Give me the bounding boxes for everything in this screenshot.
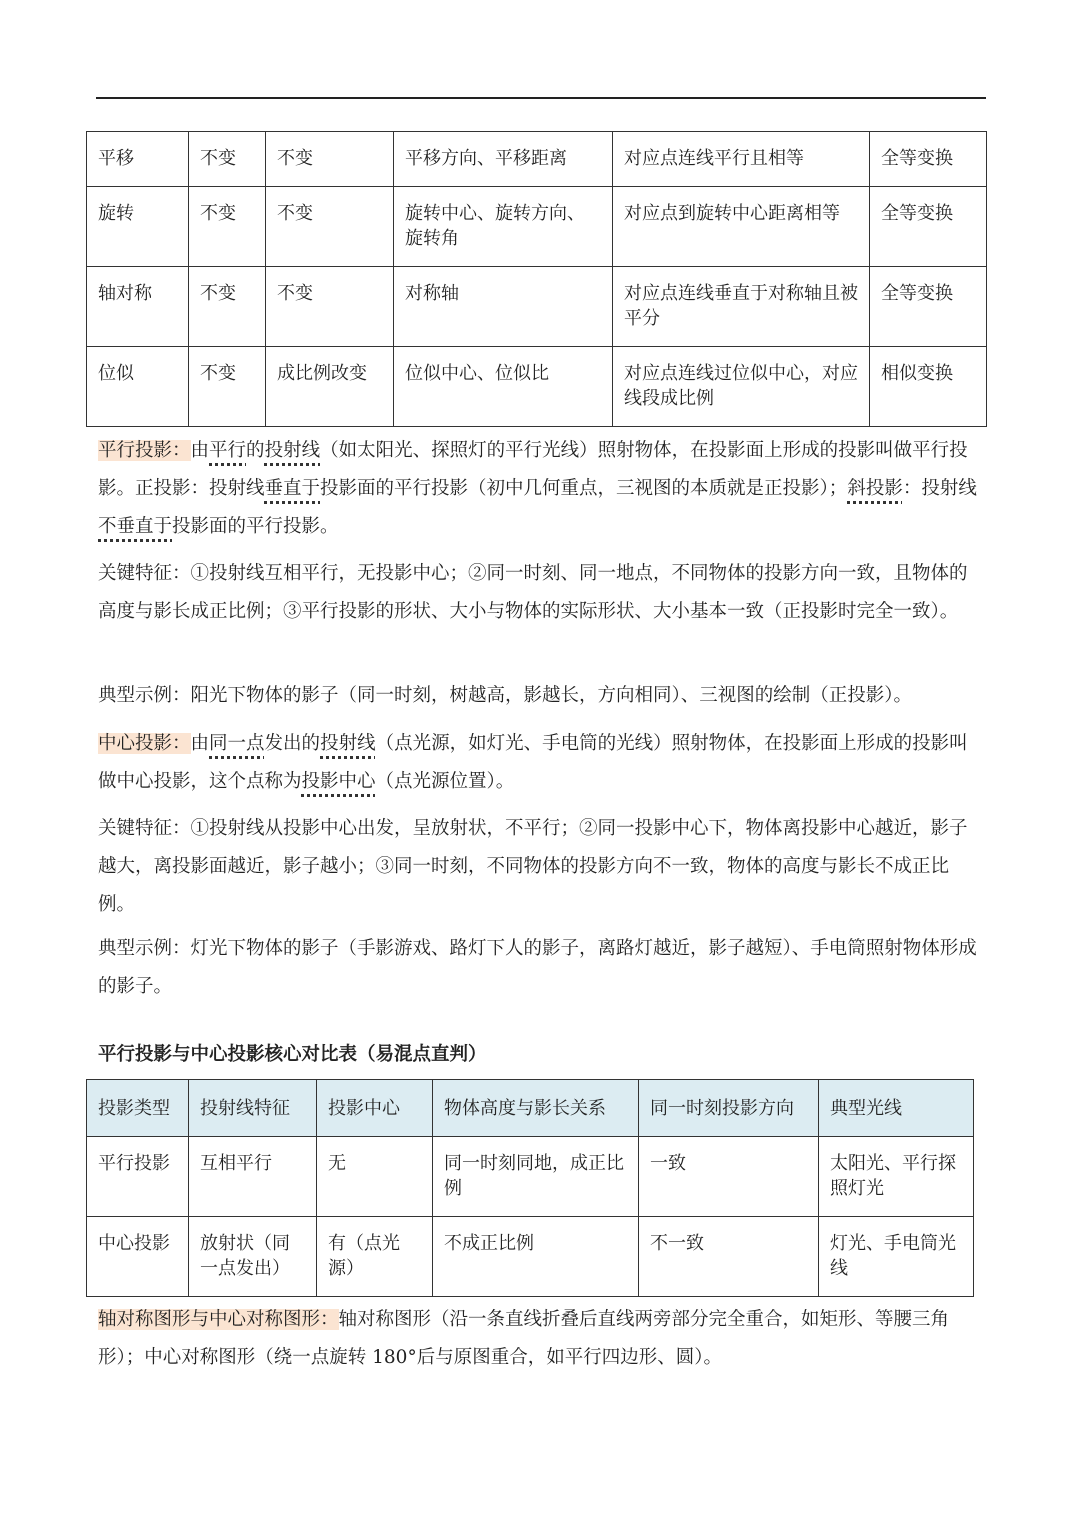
symmetry-definition <box>98 1301 978 1377</box>
table-cell: 不成正比例 <box>433 1217 639 1297</box>
table-cell: 有（点光源） <box>317 1217 433 1297</box>
emphasis: 投影中心 <box>301 771 376 792</box>
column-header: 物体高度与影长关系 <box>433 1080 639 1137</box>
text: 轴对称图形（沿一条直线折叠后直线两旁部分完全重合，如矩形、等腰三角形）；中心对称图形（绕一点旋转 180°后与原图重合，如平行四边形、圆）。 <box>98 1309 950 1368</box>
central-features: 关键特征：①投射线从投影中心出发，呈放射状，不平行；②同一投影中心下，物体离投影中心越近，影子越大，离投影面越近，影子越小；③同一时刻，不同物体的投影方向不一致，物体的高度与影长不成正比例。 <box>98 818 968 915</box>
table-cell: 灯光、手电筒光线 <box>819 1217 974 1297</box>
table-cell: 不变 <box>266 132 394 187</box>
table-cell: 不变 <box>266 267 394 347</box>
table-cell: 无 <box>317 1137 433 1217</box>
table-cell: 全等变换 <box>870 132 987 187</box>
emphasis: 不垂直于 <box>98 516 173 537</box>
emphasis: 同一点 <box>209 733 265 754</box>
text: 投影面的平行投影。 <box>172 516 339 537</box>
table-cell: 全等变换 <box>870 267 987 347</box>
table-cell: 位似中心、位似比 <box>394 347 613 427</box>
table-cell: 不变 <box>189 267 266 347</box>
table-cell: 一致 <box>639 1137 819 1217</box>
table-cell: 互相平行 <box>189 1137 317 1217</box>
central-definition <box>98 725 978 801</box>
table-cell: 相似变换 <box>870 347 987 427</box>
table-row <box>87 132 987 187</box>
emphasis: 投射线 <box>320 733 376 754</box>
compare-table-title: 平行投影与中心投影核心对比表（易混点直判） <box>98 1044 487 1065</box>
parallel-definition <box>98 432 978 546</box>
table-cell: 对应点连线垂直于对称轴且被平分 <box>613 267 870 347</box>
table-row <box>87 267 987 347</box>
table-cell: 对称轴 <box>394 267 613 347</box>
table-cell: 中心投影 <box>87 1217 189 1297</box>
column-header: 同一时刻投影方向 <box>639 1080 819 1137</box>
table-cell: 轴对称 <box>87 267 189 347</box>
column-header: 投影类型 <box>87 1080 189 1137</box>
text: 的 <box>246 440 265 461</box>
table-cell: 平移 <box>87 132 189 187</box>
symmetry-term: 轴对称图形与中心对称图形： <box>98 1309 339 1330</box>
emphasis: 垂直于 <box>264 478 321 499</box>
central-example: 典型示例：灯光下物体的影子（手影游戏、路灯下人的影子，离路灯越近，影子越短）、手电筒照射物体形成的影子。 <box>98 938 977 997</box>
text: （如太阳光、探照灯的平行光线）照射物体，在投影面上形成的投影叫做平行投影。正投影： <box>98 440 968 499</box>
table-row <box>87 347 987 427</box>
compare-table <box>86 1079 974 1297</box>
table-cell: 不变 <box>266 187 394 267</box>
text: 发出的 <box>264 733 321 754</box>
text: 由 <box>190 440 210 461</box>
table-cell: 不变 <box>189 347 266 427</box>
table-cell: 对应点连线平行且相等 <box>613 132 870 187</box>
table-cell: 不变 <box>189 132 266 187</box>
text: 投射线 <box>209 478 265 499</box>
table-cell: 平行投影 <box>87 1137 189 1217</box>
table-cell: 平移方向、平移距离 <box>394 132 613 187</box>
transform-table <box>86 131 987 427</box>
parallel-term: 平行投影： <box>98 440 191 461</box>
table-cell: 放射状（同一点发出） <box>189 1217 317 1297</box>
table-cell: 成比例改变 <box>266 347 394 427</box>
text: ：投射线 <box>902 478 977 499</box>
table-cell: 不变 <box>189 187 266 267</box>
table-cell: 全等变换 <box>870 187 987 267</box>
table-cell: 太阳光、平行探照灯光 <box>819 1137 974 1217</box>
parallel-example: 典型示例：阳光下物体的影子（同一时刻，树越高，影越长，方向相同）、三视图的绘制（正投影）。 <box>98 685 913 706</box>
table-cell: 旋转中心、旋转方向、旋转角 <box>394 187 613 267</box>
column-header: 典型光线 <box>819 1080 974 1137</box>
table-cell: 位似 <box>87 347 189 427</box>
table-cell: 对应点连线过位似中心，对应线段成比例 <box>613 347 870 427</box>
table-row <box>87 187 987 267</box>
table-cell: 同一时刻同地，成正比例 <box>433 1137 639 1217</box>
table-row <box>87 1137 974 1217</box>
table-header-row <box>87 1080 974 1137</box>
parallel-features: 关键特征：①投射线互相平行，无投影中心；②同一时刻、同一地点，不同物体的投影方向一致，且物体的高度与影长成正比例；③平行投影的形状、大小与物体的实际形状、大小基本一致（正投影时完全一致）。 <box>98 563 968 622</box>
text: （点光源位置）。 <box>375 771 515 792</box>
table-cell: 不一致 <box>639 1217 819 1297</box>
text: 由 <box>190 733 210 754</box>
text: 投影面的平行投影（初中几何重点，三视图的本质就是正投影）； <box>320 478 848 499</box>
emphasis: 投射线 <box>264 440 321 461</box>
column-header: 投影中心 <box>317 1080 433 1137</box>
text: （点光源，如灯光、手电筒的光线）照射物体，在投影面上形成的投影叫做中心投影，这个点称为 <box>98 733 968 792</box>
emphasis: 斜投影 <box>847 478 903 499</box>
central-term: 中心投影： <box>98 733 191 754</box>
column-header: 投射线特征 <box>189 1080 317 1137</box>
table-cell: 旋转 <box>87 187 189 267</box>
emphasis: 平行 <box>209 440 247 461</box>
table-row <box>87 1217 974 1297</box>
table-cell: 对应点到旋转中心距离相等 <box>613 187 870 267</box>
header-rule <box>96 97 986 99</box>
